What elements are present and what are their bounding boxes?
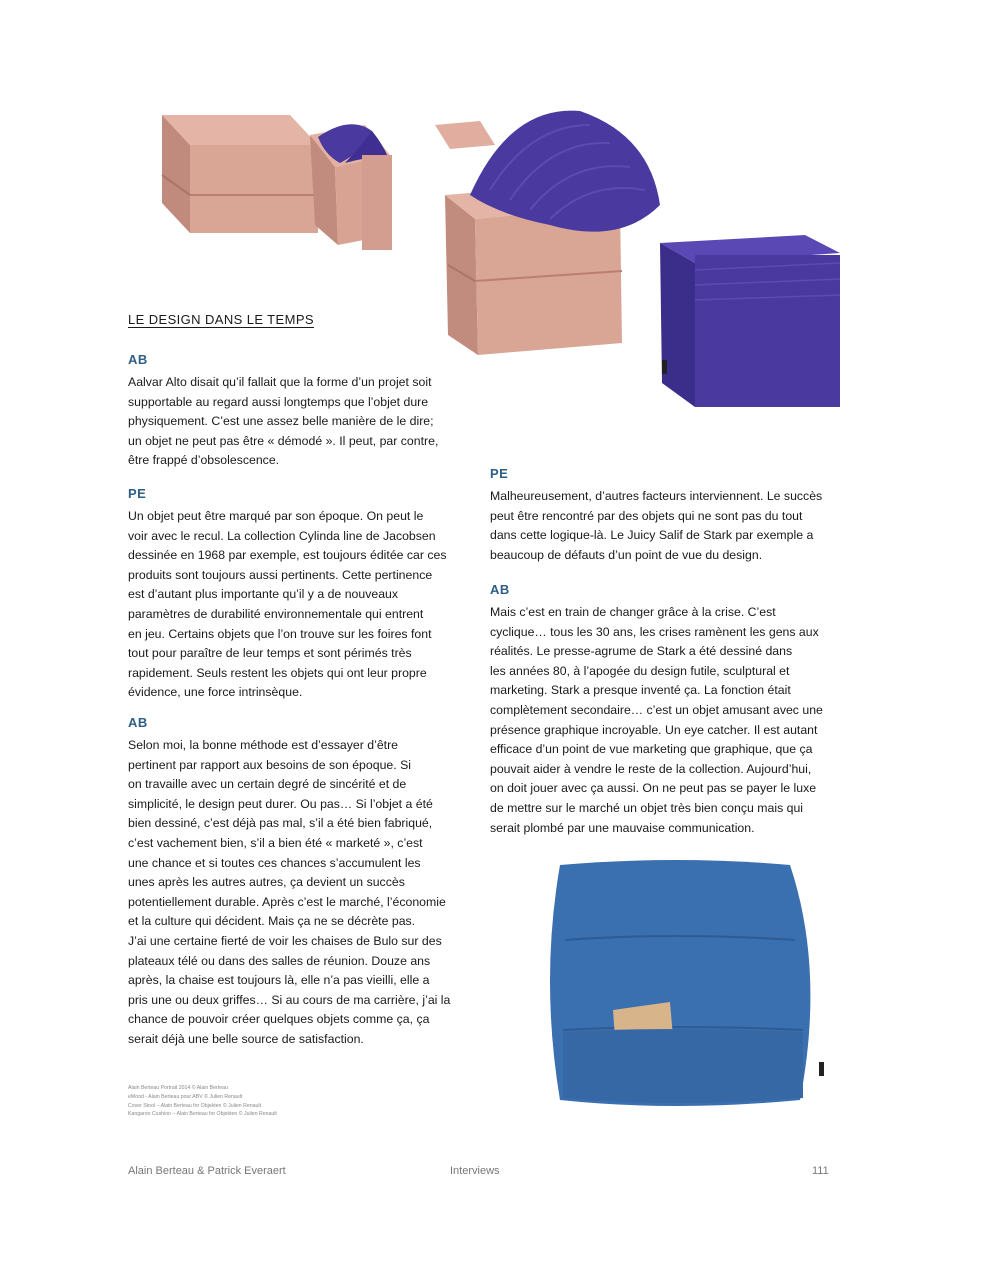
right-answer-2 bbox=[490, 582, 830, 838]
answer-text: Aalvar Alto disait qu’il fallait que la forme d’un projet soit supportable au regard aussi longtemps que l’objet dure physiquement. C’est une assez belle manière de le dire; un objet ne peut pas être « démodé ». Il peut, par contre, être frappé d’obsolescence. bbox=[128, 375, 439, 468]
footer-section: Interviews bbox=[450, 1165, 500, 1177]
left-answer-1 bbox=[128, 352, 473, 471]
page-number: 111 bbox=[812, 1165, 829, 1177]
pink-stool-left bbox=[162, 115, 318, 233]
answer-text: Un objet peut être marqué par son époque. On peut le voir avec le recul. La collection Cylinda line de Jacobsen dessinée en 1968 par exemple, est toujours éditée car ces produits sont toujours aussi pertinents. Cette pertinence est d’autant plus importante qu’il y a de nouveaux paramètres de durabilité environnementale qui entrent en jeu. Certains objets que l’on trouve sur les foires font tout pour paraître de leur temps et sont périmés très rapidement. Seuls restent les objets qui ont leur propre évidence, une force intrinsèque. bbox=[128, 509, 447, 700]
pink-stool-with-cushion bbox=[435, 111, 660, 355]
speaker-label: PE bbox=[490, 466, 509, 481]
section-title: LE DESIGN DANS LE TEMPS bbox=[128, 312, 314, 327]
photo-credits: Alain Berteau Portrait 2014 © Alain Berteau eMood - Alain Berteau pour ABV © Julien Renault Cover Stool – Alain Berteau for Objekten © Julien Renault Kangaroo Cushion – Alain Berteau for Objekten © Julien Renault bbox=[128, 1085, 277, 1118]
right-answer-1 bbox=[490, 466, 830, 565]
answer-text: Malheureusement, d’autres facteurs interviennent. Le succès peut être rencontré par des objets qui ne sont pas du tout dans cette logique-là. Le Juicy Salif de Stark par exemple a beaucoup de défauts d’un point de vue du design. bbox=[490, 489, 823, 562]
pink-stool-open bbox=[310, 124, 392, 250]
speaker-label: AB bbox=[490, 582, 510, 597]
left-answer-3 bbox=[128, 715, 473, 1050]
answer-text: Mais c’est en train de changer grâce à la crise. C’est cyclique… tous les 30 ans, les crises ramènent les gens aux réalités. Le presse-agrume de Stark a été dessiné dans les années 80, à l’apogée du design futile, sculptural et marketing. Stark a presque inventé ça. La fonction était complètement secondaire… c’est un objet amusant avec une présence graphique incroyable. Un eye catcher. Il est autant efficace d’un point de vue marketing que graphique, que ça pouvait aider à vendre le reste de la collection. Aujourd’hui, on doit jouer avec ça aussi. On ne peut pas se payer le luxe de mettre sur le marché un objet très bien conçu mais qui serait plombé par une mauvaise communication. bbox=[490, 605, 823, 835]
speaker-label: AB bbox=[128, 352, 148, 367]
blue-cushion bbox=[550, 860, 824, 1106]
speaker-label: PE bbox=[128, 486, 147, 501]
purple-stool bbox=[660, 235, 840, 407]
footer-authors: Alain Berteau & Patrick Everaert bbox=[128, 1165, 286, 1177]
speaker-label: AB bbox=[128, 715, 148, 730]
left-answer-2 bbox=[128, 486, 473, 703]
answer-text: Selon moi, la bonne méthode est d’essayer d’être pertinent par rapport aux besoins de son époque. Si on travaille avec un certain degré de sincérité et de simplicité, le design peut durer. Ou pas… Si l’objet a été bien dessiné, c’est déjà pas mal, s’il a été bien fabriqué, c’est vachement bien, s’il a bien été « marketé », c’est une chance et si toutes ces chances s’accumulent les unes après les autres autres, ça devient un succès potentiellement durable. Après c’est le marché, l’économie et la culture qui décident. Mais ça ne se décrète pas. J’ai une certaine fierté de voir les chaises de Bulo sur des plateaux télé ou dans des salles de réunion. Douze ans après, la chaise est toujours là, elle n’a pas vieilli, elle a pris une ou deux griffes… Si au cours de ma carrière, j’ai la chance de pouvoir créer quelques objets comme ça, ça serait déjà une belle source de satisfaction. bbox=[128, 738, 451, 1046]
cushion-photo bbox=[525, 850, 845, 1135]
